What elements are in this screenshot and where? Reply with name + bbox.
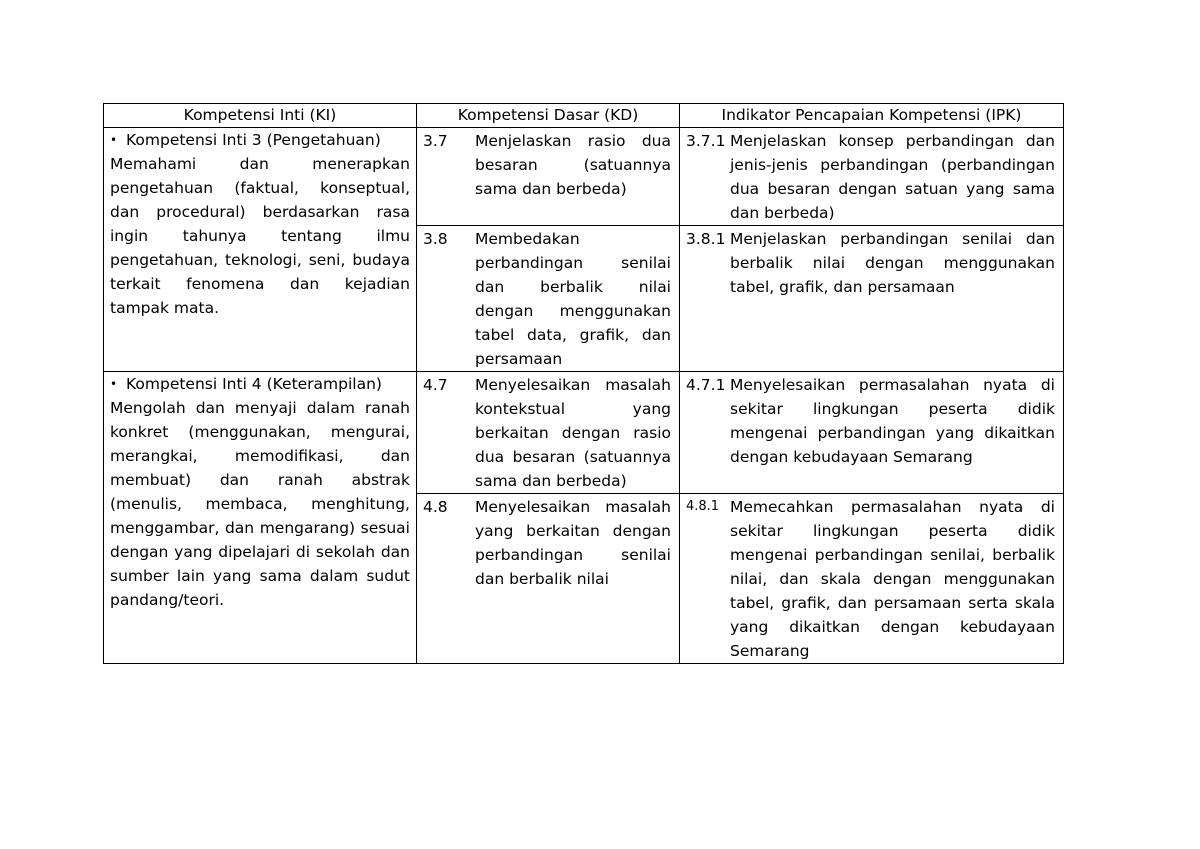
kd-number: 3.7 — [423, 132, 448, 150]
ipk-number: 4.7.1 — [686, 376, 726, 394]
competency-table — [103, 103, 1064, 664]
kd-text: Membedakan perbandingan senilai dan berbalik nilai dengan menggunakan tabel data, grafik, dan persamaan — [475, 230, 671, 368]
kd-cell — [417, 494, 680, 664]
ipk-number: 4.8.1 — [686, 499, 720, 514]
ipk-cell — [680, 372, 1064, 494]
ipk-number: 3.8.1 — [686, 230, 726, 248]
header-ipk: Indikator Pencapaian Kompetensi (IPK) — [680, 104, 1064, 128]
kd-number: 4.7 — [423, 376, 448, 394]
kd-cell — [417, 128, 680, 226]
ki-cell-3 — [104, 128, 417, 372]
kd-number: 3.8 — [423, 230, 448, 248]
table-header-row — [104, 104, 1064, 128]
ki-title — [110, 128, 410, 152]
ipk-cell — [680, 128, 1064, 226]
ki-title-text: Kompetensi Inti 3 (Pengetahuan) — [126, 131, 381, 149]
table-row — [104, 372, 1064, 494]
ki-description: Mengolah dan menyaji dalam ranah konkret (menggunakan, mengurai, merangkai, memodifikasi, dan membuat) dan ranah abstrak (menulis, membaca, menghitung, menggambar, dan mengarang) sesuai dengan yang dipelajari di sekolah dan sumber lain yang sama dalam sudut pandang/teori. — [110, 399, 410, 609]
ipk-text: Memecahkan permasalahan nyata di sekitar lingkungan peserta didik mengenai perbandingan senilai, berbalik nilai, dan skala dengan menggunakan tabel, grafik, dan persamaan serta skala yang dikaitkan dengan kebudayaan Semarang — [730, 498, 1055, 660]
ipk-text: Menjelaskan perbandingan senilai dan berbalik nilai dengan menggunakan tabel, grafik, dan persamaan — [730, 230, 1055, 296]
ipk-cell — [680, 494, 1064, 664]
ki-title — [110, 372, 410, 396]
kd-cell — [417, 372, 680, 494]
kd-text: Menyelesaikan masalah kontekstual yang berkaitan dengan rasio dua besaran (satuannya sama dan berbeda) — [475, 376, 671, 490]
kd-cell — [417, 226, 680, 372]
ki-title-text: Kompetensi Inti 4 (Keterampilan) — [126, 375, 382, 393]
kd-text: Menyelesaikan masalah yang berkaitan dengan perbandingan senilai dan berbalik nilai — [475, 498, 671, 588]
ipk-text: Menyelesaikan permasalahan nyata di sekitar lingkungan peserta didik mengenai perbandingan yang dikaitkan dengan kebudayaan Semarang — [730, 376, 1055, 466]
header-ki: Kompetensi Inti (KI) — [104, 104, 417, 128]
kd-text: Menjelaskan rasio dua besaran (satuannya sama dan berbeda) — [475, 132, 671, 198]
kd-number: 4.8 — [423, 498, 448, 516]
ipk-cell — [680, 226, 1064, 372]
table-row — [104, 128, 1064, 226]
bullet-icon: • — [110, 133, 118, 147]
header-kd: Kompetensi Dasar (KD) — [417, 104, 680, 128]
ki-description: Memahami dan menerapkan pengetahuan (faktual, konseptual, dan procedural) berdasarkan rasa ingin tahunya tentang ilmu pengetahuan, teknologi, seni, budaya terkait fenomena dan kejadian tampak mata. — [110, 155, 410, 317]
ipk-text: Menjelaskan konsep perbandingan dan jenis-jenis perbandingan (perbandingan dua besaran dengan satuan yang sama dan berbeda) — [730, 132, 1055, 222]
bullet-icon: • — [110, 377, 118, 391]
ipk-number: 3.7.1 — [686, 132, 726, 150]
ki-cell-4 — [104, 372, 417, 664]
